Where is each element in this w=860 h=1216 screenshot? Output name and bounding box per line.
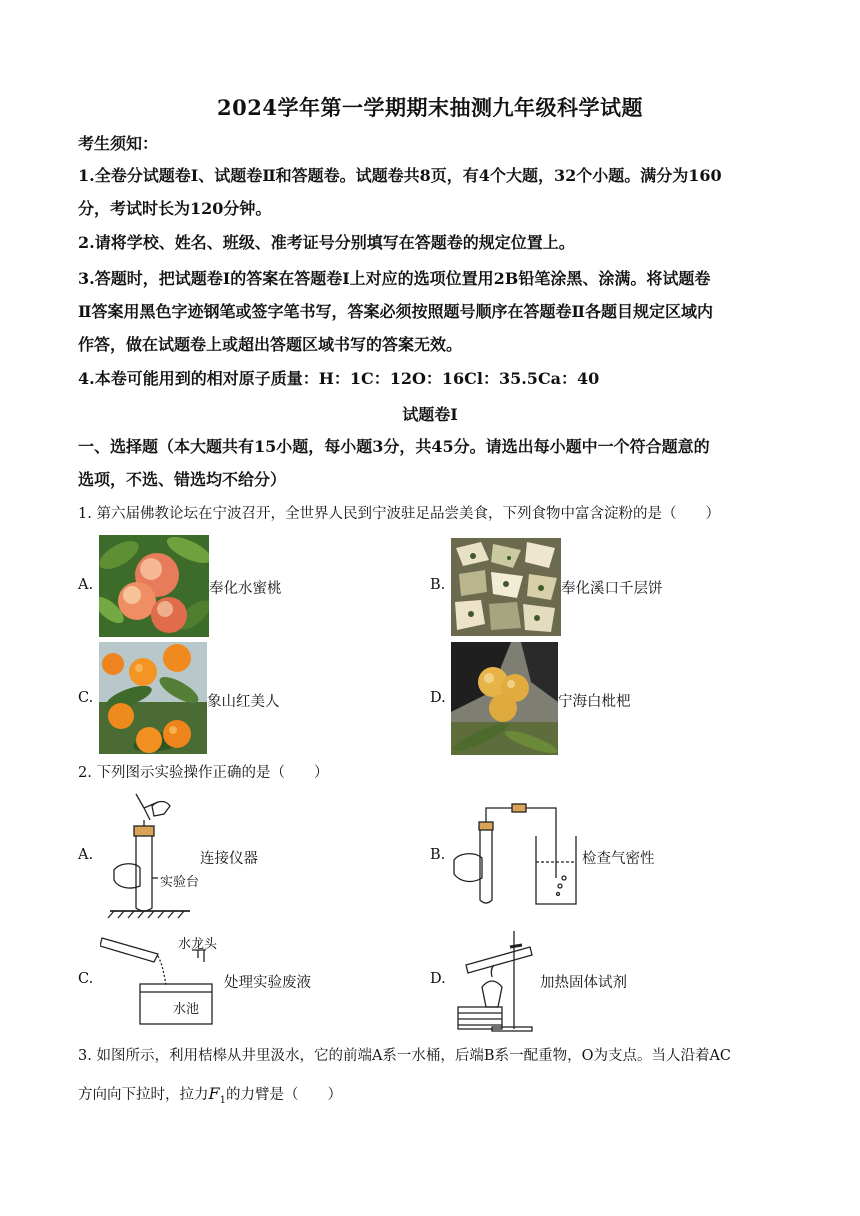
notice-line-2: 2.请将学校、姓名、班级、准考证号分别填写在答题卷的规定位置上。 [78, 233, 575, 252]
q1-option-b-letter: B. [430, 577, 446, 593]
q2-option-b-letter: B. [430, 847, 446, 863]
airtightness-check-diagram [452, 800, 582, 910]
page-title: 2024学年第一学期期末抽测九年级科学试题 [217, 95, 643, 120]
notice-line-3c: 作答，做在试题卷上或超出答题区域书写的答案无效。 [78, 335, 463, 354]
q1-option-a-label: 奉化水蜜桃 [209, 581, 282, 597]
notice-line-3b: Ⅱ答案用黑色字迹钢笔或签字笔书写，答案必须按照题号顺序在答题卷Ⅱ各题目规定区域内 [78, 302, 713, 321]
q1-option-d-letter: D. [430, 690, 446, 706]
q3-stem-b [78, 1080, 788, 1115]
pastry-photo [451, 538, 561, 636]
q2-option-c-letter: C. [78, 971, 94, 987]
peach-photo [99, 535, 209, 637]
q3-stem-b-pre: 方向向下拉时，拉力 [78, 1087, 209, 1103]
orange-photo [99, 642, 207, 754]
connect-apparatus-diagram [100, 790, 210, 920]
q3-stem-a: 3. 如图所示，利用桔槔从井里汲水，它的前端A系一水桶，后端B系一配重物，O为支点。当人沿着AC [78, 1048, 732, 1064]
notice-heading: 考生须知： [78, 134, 159, 153]
heating-solid-diagram [452, 925, 542, 1035]
q2-stem: 2. 下列图示实验操作正确的是（ ） [78, 765, 329, 781]
loquat-photo [451, 642, 558, 755]
section-label: 试题卷Ⅰ [402, 405, 458, 424]
q1-stem: 1. 第六届佛教论坛在宁波召开，全世界人民到宁波驻足品尝美食，下列食物中富含淀粉的是（ ） [78, 506, 720, 522]
q2-option-b-label: 检查气密性 [582, 851, 655, 867]
faucet-tag: 水龙头 [178, 937, 218, 952]
q1-option-a-letter: A. [78, 577, 94, 593]
q1-option-c-label: 象山红美人 [207, 694, 280, 710]
q2-option-d-label: 加热固体试剂 [540, 975, 627, 991]
part1-heading-a: 一、选择题（本大题共有15小题，每小题3分，共45分。请选出每小题中一个符合题意的 [78, 437, 710, 456]
q2-option-a-label: 连接仪器 [200, 851, 258, 867]
q1-option-c-letter: C. [78, 690, 94, 706]
notice-line-3a: 3.答题时，把试题卷Ⅰ的答案在答题卷Ⅰ上对应的选项位置用2B铅笔涂黑、涂满。将试题卷 [78, 269, 711, 288]
q2-option-d-letter: D. [430, 971, 446, 987]
q2-option-c-label: 处理实验废液 [224, 975, 311, 991]
force-symbol: F [208, 1084, 220, 1103]
notice-line-1a: 1.全卷分试题卷Ⅰ、试题卷Ⅱ和答题卷。试题卷共8页，有4个大题，32个小题。满分为160 [78, 166, 722, 185]
q3-stem-b-post: 的力臂是（ ） [225, 1087, 342, 1103]
force-subscript: 1 [219, 1094, 226, 1106]
lab-bench-tag: 实验台 [160, 875, 200, 890]
q2-option-a-letter: A. [78, 847, 94, 863]
q1-option-d-label: 宁海白枇杷 [558, 694, 631, 710]
q1-option-b-label: 奉化溪口千层饼 [561, 581, 663, 597]
sink-tag: 水池 [173, 1002, 200, 1017]
notice-line-1b: 分，考试时长为120分钟。 [78, 199, 272, 218]
part1-heading-b: 选项，不选、错选均不给分） [78, 470, 287, 489]
notice-line-4: 4.本卷可能用到的相对原子质量：H：1C：12O：16Cl：35.5Ca：40 [78, 369, 600, 388]
